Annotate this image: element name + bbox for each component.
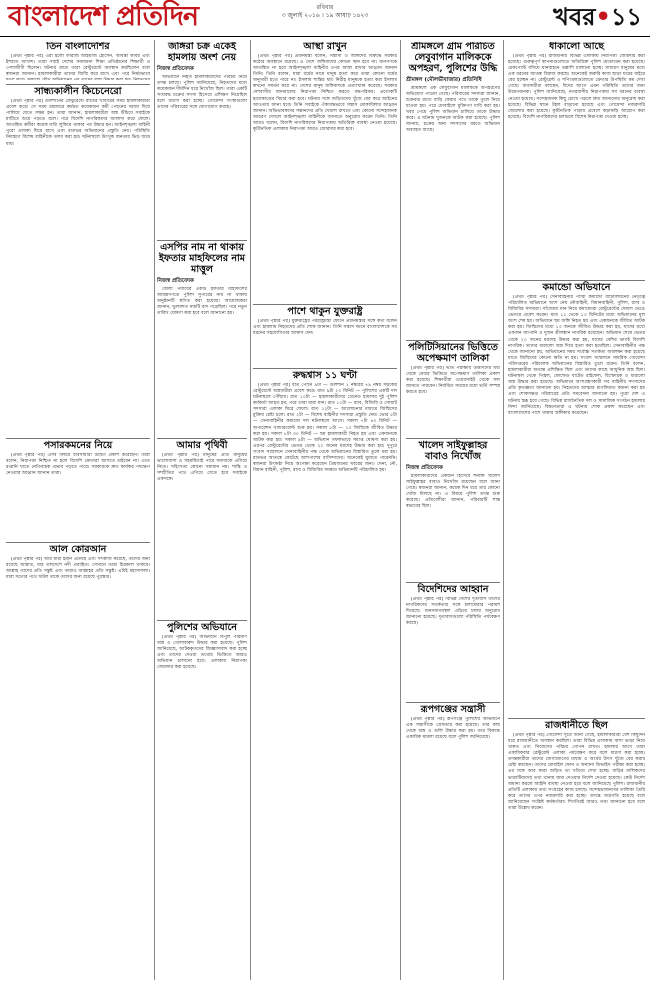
article-body: [প্রথম পৃষ্ঠার পর] মানুষের প্রতি মানুষের ভালোবাসা ও সহমর্মিতাই পারে সমাজকে এগিয়ে নিতে। সহিংসতা কোনো সমাধান নয়। শান্তি ও সম্প্রীতির পথে এগিয়ে যেতে হবে সবাইকে একসঙ্গে।	[157, 452, 247, 483]
article-headline: কমান্ডো অভিযানে	[542, 282, 611, 293]
article-rajdhanite-chhil	[508, 718, 645, 979]
article-rupganj	[406, 702, 500, 979]
article-body: [প্রথম পৃষ্ঠার পর] এরা হলো ফারাজ আইয়াজ হোসেন, অবিন্তা কবির এবং ইশরাত আখন্দ। তারা সবাই দেশের সনামধন্য শিক্ষা প্রতিষ্ঠানের শিক্ষার্থী ও পেশাজীবী ছিলেন। ঘটনার রাতে তারা রেস্টুরেন্টে অবস্থান করছিলেন বলে স্বজনরা জানান। হামলাকারীরা তাদের জিম্মি করে রাখে এবং পরে নির্মমভাবে	[6, 53, 150, 78]
article-body: [প্রথম পৃষ্ঠার পর] প্রধানমন্ত্রী বলেন, সন্ত্রাসী ও জঙ্গিদের বিরুদ্ধে সরকার কঠোর অবস্থানে রয়েছে। এ দেশে জঙ্গিবাদের কোনো স্থান হবে না। জনগণকে আতঙ্কিত না হয়ে আইনশৃঙ্খলা বাহিনীর ওপর আস্থা রাখার আহ্বান জানান তিনি। তিনি বলেন, যারা ধর্মের নামে মানুষ হত্যা করে তারা কোনো ধর্মের অনুসারী হতে পারে না। ইসলাম শান্তির ধর্ম। নিরীহ মানুষকে হত্যা করা ইসলাম কখনো সমর্থন করে না। দেশের মানুষ জঙ্গিবাদকে প্রত্যাখ্যান করেছে। সরকার দেশবাসীর জানমালের নিরাপত্তা নিশ্চিত করতে বদ্ধপরিকর। প্রত্যেকটি হত্যাকাণ্ডের বিচার করা হবে। ঘটনার সঙ্গে জড়িতদের খুঁজে বের করে আইনের আওতায় আনা হবে। তিনি সবাইকে ঐক্যবদ্ধভাবে সন্ত্রাস মোকাবিলার আহ্বান জানান। অভিভাবকদের সন্তানদের প্রতি খেয়াল রাখতে এবং কোনো সন্দেহজনক আচরণ দেখলে আইনশৃঙ্খলা বাহিনীকে জানাতে অনুরোধ করেন তিনি। তিনি আরও বলেন, বিদেশি নাগরিকদের নিরাপত্তায় অতিরিক্ত ব্যবস্থা নেওয়া হয়েছে। কূটনৈতিক এলাকায় নিরাপত্তা আরও জোরদার করা হবে।	[253, 53, 397, 133]
article-headline: জঙ্গিরা চক্র একেই হামলায় অংশ নেয়	[167, 42, 237, 63]
article-byline: নিজস্ব প্রতিবেদক	[157, 65, 194, 72]
article-body: শ্রীমঙ্গলে এক লেবুবাগান মালিককে অপহরণের অভিযোগ পাওয়া গেছে। পরিবারের সদস্যরা জানান, শুক্রবার রাতে বাড়ি ফেরার পথে তাকে তুলে নিয়ে যাওয়া হয়। পরে মোবাইলে মুক্তিপণ দাবি করা হয়। খবর পেয়ে পুলিশ অভিযান চালিয়ে তাকে উদ্ধার করে। এ ঘটনায় দুজনকে আটক করা হয়েছে। পুলিশ জানায়, চক্রের অন্য সদস্যদের ধরতে অভিযান অব্যাহত আছে।	[406, 85, 500, 134]
article-headline: পাশে থাকুন যুক্তরাষ্ট্র	[287, 306, 363, 317]
article-byline: নিজস্ব প্রতিবেদক	[406, 464, 443, 471]
article-body: [প্রথম পৃষ্ঠার পর] বিভিন্ন দেশের দূতাবাস তাদের নাগরিকদের সতর্কতার সঙ্গে চলাফেরার পরামর্শ দিয়েছে। জনসমাগমস্থল এড়িয়ে চলার অনুরোধ জানানো হয়েছে। দূতাবাসগুলো পরিস্থিতি পর্যবেক্ষণ করছে।	[406, 596, 500, 627]
article-headline: সান্ধ্যকালীন কিচেনেরো	[34, 86, 122, 97]
dateline-day: রবিবার	[316, 4, 334, 11]
article-byline: নিজস্ব প্রতিবেদক	[157, 277, 194, 284]
article-pasharmoner-niye	[6, 438, 150, 541]
article-al-quran	[6, 542, 150, 979]
article-kamando	[508, 280, 645, 717]
article-eps-nam	[157, 240, 247, 437]
article-byline: শ্রীমঙ্গল (মৌলভীবাজার) প্রতিনিধি	[406, 76, 482, 83]
article-headline: আল কোরআন	[49, 544, 107, 555]
article-body: [প্রথম পৃষ্ঠার পর] যুক্তরাষ্ট্রের পররাষ্ট্রমন্ত্রী ফোনে প্রধানমন্ত্রীর সঙ্গে কথা বলেন এবং হামলায় নিহতদের প্রতি শোক জানান। তিনি সন্ত্রাস দমনে বাংলাদেশকে সব ধরনের সহযোগিতার আশ্বাস দেন।	[253, 318, 397, 337]
masthead	[0, 0, 650, 37]
section-word: খবর	[553, 2, 596, 31]
page-number: ১১	[610, 2, 642, 31]
article-body: [প্রথম পৃষ্ঠার পর] রাজধানীর বিভিন্ন এলাকায় নিরাপত্তা জোরদার করা হয়েছে। গুরুত্বপূর্ণ স্থাপনাগুলোতে অতিরিক্ত পুলিশ মোতায়েন করা হয়েছে। চেকপোস্ট বসিয়ে যানবাহনে তল্লাশি চালানো হচ্ছে। সাধারণ মানুষের মধ্যে এক ধরনের আতঙ্ক বিরাজ করছে। অনেকেই জরুরি কাজ ছাড়া ঘরের বাইরে বের হচ্ছেন না। রেস্টুরেন্ট ও শপিংমলগুলোতে ক্রেতার উপস্থিতি কম দেখা গেছে। ব্যবসায়ীরা বলছেন, ঈদের আগে এমন পরিস্থিতি তাদের জন্য উদ্বেগজনক। পুলিশ জানিয়েছে, নগরবাসীর নিরাপত্তায় সব ধরনের ব্যবস্থা নেওয়া হয়েছে। সন্দেহজনক কিছু চোখে পড়লে দ্রুত জানানোর অনুরোধ করা হয়েছে। বিভিন্ন স্থানে টহল বাড়ানো হয়েছে এবং গোয়েন্দা নজরদারি জোরদার করা হয়েছে। কূটনৈতিক পাড়ায় প্রবেশে কড়াকড়ি আরোপ করা হয়েছে। বিদেশি নাগরিকদের চলাচলে বিশেষ নিরাপত্তা দেওয়া হচ্ছে।	[508, 53, 645, 120]
article-headline: পলিটিসিয়ানের ভিত্তিতে অপেক্ষমাণ তালিকা	[408, 342, 498, 364]
article-headline: রাজধানীতে ছিল	[545, 720, 608, 731]
article-jongi-hamla	[157, 42, 247, 238]
article-body: [প্রথম পৃষ্ঠার পর] ভর্তি পরীক্ষায় উত্তীর্ণদের মধ্য থেকে মেধার ভিত্তিতে অপেক্ষমাণ তালিকা প্রকাশ করা হয়েছে। শিক্ষার্থীরা ওয়েবসাইট থেকে ফল জানতে পারবেন। নির্ধারিত সময়ের মধ্যে ভর্তি সম্পন্ন করতে হবে।	[406, 365, 500, 396]
article-body: [প্রথম পৃষ্ঠার পর] সেনাবাহিনীর প্যারা কমান্ডো ব্যাটালিয়নের নেতৃত্বে পরিচালিত অভিযানে অংশ নেয় নৌবাহিনী, বিমানবাহিনী, পুলিশ, র‍্যাব ও বিজিবির সদস্যরা। সাঁজোয়া যান নিয়ে কমান্ডোরা রেস্টুরেন্টের দেয়াল ভেঙে ভেতরে প্রবেশ করেন। মাত্র ১২ থেকে ১৩ মিনিটের মধ্যে অভিযানের মূল অংশ শেষ হয়। অভিযানে ছয় জঙ্গি নিহত হয় এবং একজনকে জীবিত আটক করা হয়। জিম্মিদের মধ্যে ১৩ জনকে জীবিত উদ্ধার করা হয়, যাদের মধ্যে একজন জাপানি ও দুজন শ্রীলঙ্কান নাগরিক রয়েছেন। অভিযান শেষে ভেতর থেকে ২০ জনের মরদেহ উদ্ধার করা হয়, যাদের বেশির ভাগই বিদেশি নাগরিক। তাদের ধারালো অস্ত্র দিয়ে হত্যা করা হয়েছিল। সেনাবাহিনীর পক্ষ থেকে জানানো হয়, অভিযানের সময় সর্বোচ্চ সতর্কতা অবলম্বন করা হয়েছে যাতে জিম্মিদের কোনো ক্ষতি না হয়। সংবাদ সম্মেলনে সামরিক গোয়েন্দা পরিদপ্তরের পরিচালক অভিযানের বিস্তারিত তুলে ধরেন। তিনি বলেন, হামলাকারীরা অত্যন্ত প্রশিক্ষিত ছিল এবং তাদের কাছে আধুনিক অস্ত্র ছিল। ঘটনাস্থল থেকে পিস্তল, ফোল্ডেড বাটেড রাইফেল, বিস্ফোরক ও ধারালো অস্ত্র উদ্ধার করা হয়েছে। অভিযানে অংশগ্রহণকারী সব বাহিনীর সদস্যদের প্রতি কৃতজ্ঞতা জানানো হয়। নিহতদের আত্মার মাগফিরাত কামনা করা হয় এবং শোকসন্তপ্ত পরিবারের প্রতি সমবেদনা জানানো হয়। পুরো দেশ এ ঘটনায় স্তব্ধ হয়ে গেছে। বিভিন্ন রাজনৈতিক দল ও সামাজিক সংগঠন হামলার নিন্দা জানিয়েছে। বিশ্বনেতারা এ ঘটনায় শোক প্রকাশ করেছেন এবং বাংলাদেশের পাশে থাকার অঙ্গীকার করেছেন।	[508, 294, 645, 416]
article-headline: পুলিশের অভিযানে	[167, 622, 237, 633]
article-body: [প্রথম পৃষ্ঠার পর] এসব বিষয়ে ব্যবসায়ীরা উদ্বেগ প্রকাশ করেছেন। তারা বলেন, নিরাপত্তা নিশ্চিত না হলে বিদেশি ক্রেতারা আসতে চাইবেন না। এতে রপ্তানি খাতে নেতিবাচক প্রভাব পড়তে পারে। সরকারকে দ্রুত কার্যকর পদক্ষেপ নেওয়ার আহ্বান জানান তারা।	[6, 452, 150, 477]
section-dot: •	[595, 2, 611, 31]
article-headline: আমার পৃথিবী	[176, 440, 228, 451]
article-dhakay-asi	[508, 42, 645, 278]
section-label	[553, 2, 642, 32]
article-body: [প্রথম পৃষ্ঠার পর] আর যারা ইমান এনেছে এবং সৎকাজ করেছে, তাদের জন্য রয়েছে জান্নাত, যার তলদেশে নদী প্রবাহিত। সেখানে তারা চিরকাল থাকবে। আল্লাহ তাদের প্রতি সন্তুষ্ট এবং তারাও আল্লাহর প্রতি সন্তুষ্ট। এটাই মহাসাফল্য। যারা সত্যের পথে অটল থাকে তাদের জন্য রয়েছে পুরস্কার।	[6, 556, 150, 581]
article-tin-bangladeshi	[6, 42, 150, 82]
article-body: হামলাকারীদের একজন হিসেবে শনাক্ত খালেদ সাইফুল্লাহর বাবাও নিখোঁজ রয়েছেন বলে জানা গেছে। স্বজনরা জানান, কয়েক দিন ধরে তার কোনো খোঁজ মিলছে না। এ বিষয়ে পুলিশ তদন্ত শুরু করেছে। প্রতিবেশীরা জানান, পরিবারটি শান্ত স্বভাবের ছিল।	[406, 473, 500, 510]
article-bideshider-ahvan	[406, 582, 500, 701]
article-body: [প্রথম পৃষ্ঠার পর] গুলশানের রেস্টুরেন্টে রাতের খাবারের সময় হামলাকারীরা প্রবেশ করে। সে সময় রান্নাঘরে কর্মরত কয়েকজন কর্মী পেছনের দরজা দিয়ে পালিয়ে যেতে সক্ষম হন। তারা জানান, হামলাকারীরা অস্ত্র উঁচিয়ে সবাইকে মাটিতে শুয়ে পড়তে বলে। পরে বিদেশি নাগরিকদের আলাদা করে ফেলে। আতঙ্কিত কর্মীরা কয়েক ঘণ্টা লুকিয়ে থাকার পর উদ্ধার হন। আইনশৃঙ্খলা বাহিনী পুরো এলাকা ঘিরে রাখে এবং রাতভর অভিযানের প্রস্তুতি নেয়। পরিস্থিতি নিয়ন্ত্রণে বিশেষ বাহিনীকে তলব করা হয়। ঘটনাস্থলে উৎসুক জনতার ভিড় জমে যায়।	[6, 98, 150, 147]
article-poliser-abhijan	[157, 620, 247, 979]
article-headline: খালেদ সাইফুল্লাহর বাবাও নিখোঁজ	[418, 440, 488, 462]
article-body: অভিযানে নিহত হামলাকারীদের পরিচয় নিয়ে তদন্ত চলছে। পুলিশ জানিয়েছে, নিহতদের মধ্যে কয়েকজন দীর্ঘদিন ধরে নিখোঁজ ছিল। তারা একটি সংঘবদ্ধ চক্রের সদস্য হিসেবে প্রশিক্ষণ নিয়েছিল বলে ধারণা করা হচ্ছে। গোয়েন্দা সংস্থাগুলো তাদের পরিবারের সঙ্গে যোগাযোগ করছে।	[157, 74, 247, 111]
article-headline: রুদ্ধশ্বাস ১১ ঘণ্টা	[292, 370, 358, 381]
article-headline: ধাকালো আছে	[548, 42, 605, 52]
article-body: [প্রথম পৃষ্ঠার পর] গোয়েন্দা সূত্রে জানা গেছে, হামলাকারীরা বেশ কিছুদিন ধরে রাজধানীতে অবস্থান করছিল। তারা বিভিন্ন এলাকায় বাসা ভাড়া নিয়ে থাকত এবং নিজেদের পরিচয় গোপন রাখত। হামলার আগে তারা একাধিকবার রেস্টুরেন্ট এলাকা পর্যবেক্ষণ করে বলে ধারণা করা হচ্ছে। তদন্তকারীরা তাদের যোগাযোগের মাধ্যম ও অর্থের উৎস খুঁজে বের করার চেষ্টা করছেন। তাদের মোবাইল ফোন ও অন্যান্য ডিভাইস পরীক্ষা করা হচ্ছে। এর সঙ্গে আর কারা জড়িত তা খতিয়ে দেখা হচ্ছে। বাড়ির মালিকদের ভাড়াটিয়াদের তথ্য থানায় জমা দেওয়ার নির্দেশ দেওয়া হয়েছে। কেউ নির্দেশ অমান্য করলে আইনি ব্যবস্থা নেওয়া হবে বলে জানিয়েছে পুলিশ। রাজধানীর প্রতিটি এলাকায় তথ্য সংগ্রহের কাজ চলছে। সন্দেহভাজনদের তালিকা তৈরি করে তাদের ওপর নজরদারি করা হচ্ছে। তদন্তে অগ্রগতি হয়েছে বলে জানিয়েছেন সংশ্লিষ্ট কর্মকর্তারা। শিগগিরই আরও তথ্য জানানো হবে বলে তারা উল্লেখ করেন।	[508, 732, 645, 812]
article-headline: তিন বাংলাদেশির	[46, 42, 110, 52]
article-srimangal	[406, 42, 500, 338]
dateline-date: ৩ জুলাই ২০১৬ । ১৯ আষাঢ় ১৪২৩	[281, 12, 369, 19]
column-rule	[154, 40, 155, 980]
article-headline: রূপগঞ্জের সন্ত্রাসী	[420, 704, 486, 715]
article-headline: বিদেশিদের আহ্বান	[417, 584, 489, 595]
article-headline: আস্থা রাখুন	[303, 42, 347, 52]
article-body: [প্রথম পৃষ্ঠার পর] রাত পৌনে ৯টা — গুলশান ২ নম্বরের ৭৯ নম্বর সড়কের রেস্টুরেন্টে অস্ত্রধারীরা প্রবেশ করে। রাত ৯টা ২০ মিনিট — পুলিশের একটি দল ঘটনাস্থলে পৌঁছায়। রাত ১০টা — হামলাকারীদের গ্রেনেড হামলায় দুই পুলিশ কর্মকর্তা আহত হন, পরে তারা মারা যান। রাত ১১টা — র‍্যাব, বিজিবি ও সোয়াট সদস্যরা এলাকা ঘিরে ফেলে। রাত ১২টা — আলোচনার মাধ্যমে জিম্মিদের মুক্তির চেষ্টা চলে। রাত ২টা — বিশেষ বাহিনীর সদস্যরা প্রস্তুতি নেয়। ভোর ৫টা — সেনাবাহিনীর কমান্ডো দল ঘটনাস্থলে আসে। সকাল ৭টা ৪০ মিনিট — অপারেশন থান্ডারবোল্ট শুরু হয়। সকাল ৮টা — ১৩ জিম্মিকে জীবিত উদ্ধার করা হয়। সকাল ৮টা ৩০ মিনিট — ছয় হামলাকারী নিহত হয় এবং একজনকে আটক করা হয়। সকাল ৯টা — অভিযান সফলভাবে সমাপ্ত ঘোষণা করা হয়। এরপর রেস্টুরেন্টের ভেতর থেকে ২০ জনের মরদেহ উদ্ধার করা হয়। দুপুরে সংবাদ সম্মেলনে সেনাবাহিনীর পক্ষ থেকে অভিযানের বিস্তারিত তুলে ধরা হয়। রাতভর আতঙ্কে কেটেছে আশপাশের বাসিন্দাদের। অনেকেই ঘুমাতে পারেননি। স্বজনরা উৎকণ্ঠা নিয়ে অপেক্ষা করেছেন প্রিয়জনের খবরের জন্য। সেনা, নৌ, বিমান বাহিনী, পুলিশ, র‍্যাব ও বিজিবির সমন্বয়ে অভিযানটি পরিচালিত হয়।	[253, 382, 397, 474]
article-khaled-saifullah	[406, 438, 500, 581]
article-body: [প্রথম পৃষ্ঠার পর] অভিযানে বিপুল পরিমাণ অস্ত্র ও গোলাবারুদ উদ্ধার করা হয়েছে। পুলিশ জানিয়েছে, আটককৃতদের জিজ্ঞাসাবাদ করা হচ্ছে এবং তাদের দেওয়া তথ্যের ভিত্তিতে আরও অভিযান চালানো হবে। এলাকায় নিরাপত্তা জোরদার করা হয়েছে।	[157, 634, 247, 671]
article-headline: শ্রীমঙ্গলে গ্রাম পরিচিত লেবুবাগান মালিককে অপহরণ, পুলিশের উদ্ধি	[408, 42, 498, 74]
article-amra-rakhun	[253, 42, 397, 302]
column-rule	[250, 40, 251, 980]
newspaper-logo: বাংলাদেশ প্রতিদিন	[8, 1, 198, 32]
article-body: [প্রথম পৃষ্ঠার পর] রূপগঞ্জে পুলিশের অভিযানে এক সন্ত্রাসীকে গ্রেফতার করা হয়েছে। তার কাছ থেকে অস্ত্র ও গুলি উদ্ধার করা হয়। তার বিরুদ্ধে একাধিক মামলা রয়েছে বলে পুলিশ জানিয়েছে।	[406, 716, 500, 741]
column-rule	[503, 40, 504, 980]
article-headline: পসারকমনের নিয়ে	[43, 440, 113, 451]
article-sandhyar-kitchen	[6, 84, 150, 437]
article-body: জেলা পর্যায়ের একটি ইফতার মাহফিলের আমন্ত্রণপত্রে পুলিশ সুপারের নাম না থাকায় অনুষ্ঠানটি স্থগিত করা হয়েছে। আয়োজকরা জানান, ভুলবশত নামটি বাদ পড়েছিল। পরে নতুন তারিখ ঘোষণা করা হবে বলে জানানো হয়।	[157, 286, 247, 317]
article-headline: এসপির নাম না থাকায় ইফতার মাহফিলের নাম মাত্তুল	[158, 242, 246, 275]
column-rule	[400, 40, 401, 980]
article-pashe-thakun	[253, 304, 397, 367]
article-amar-prithibi	[157, 438, 247, 619]
article-politician-list	[406, 340, 500, 437]
article-rudhaswas	[253, 368, 397, 979]
